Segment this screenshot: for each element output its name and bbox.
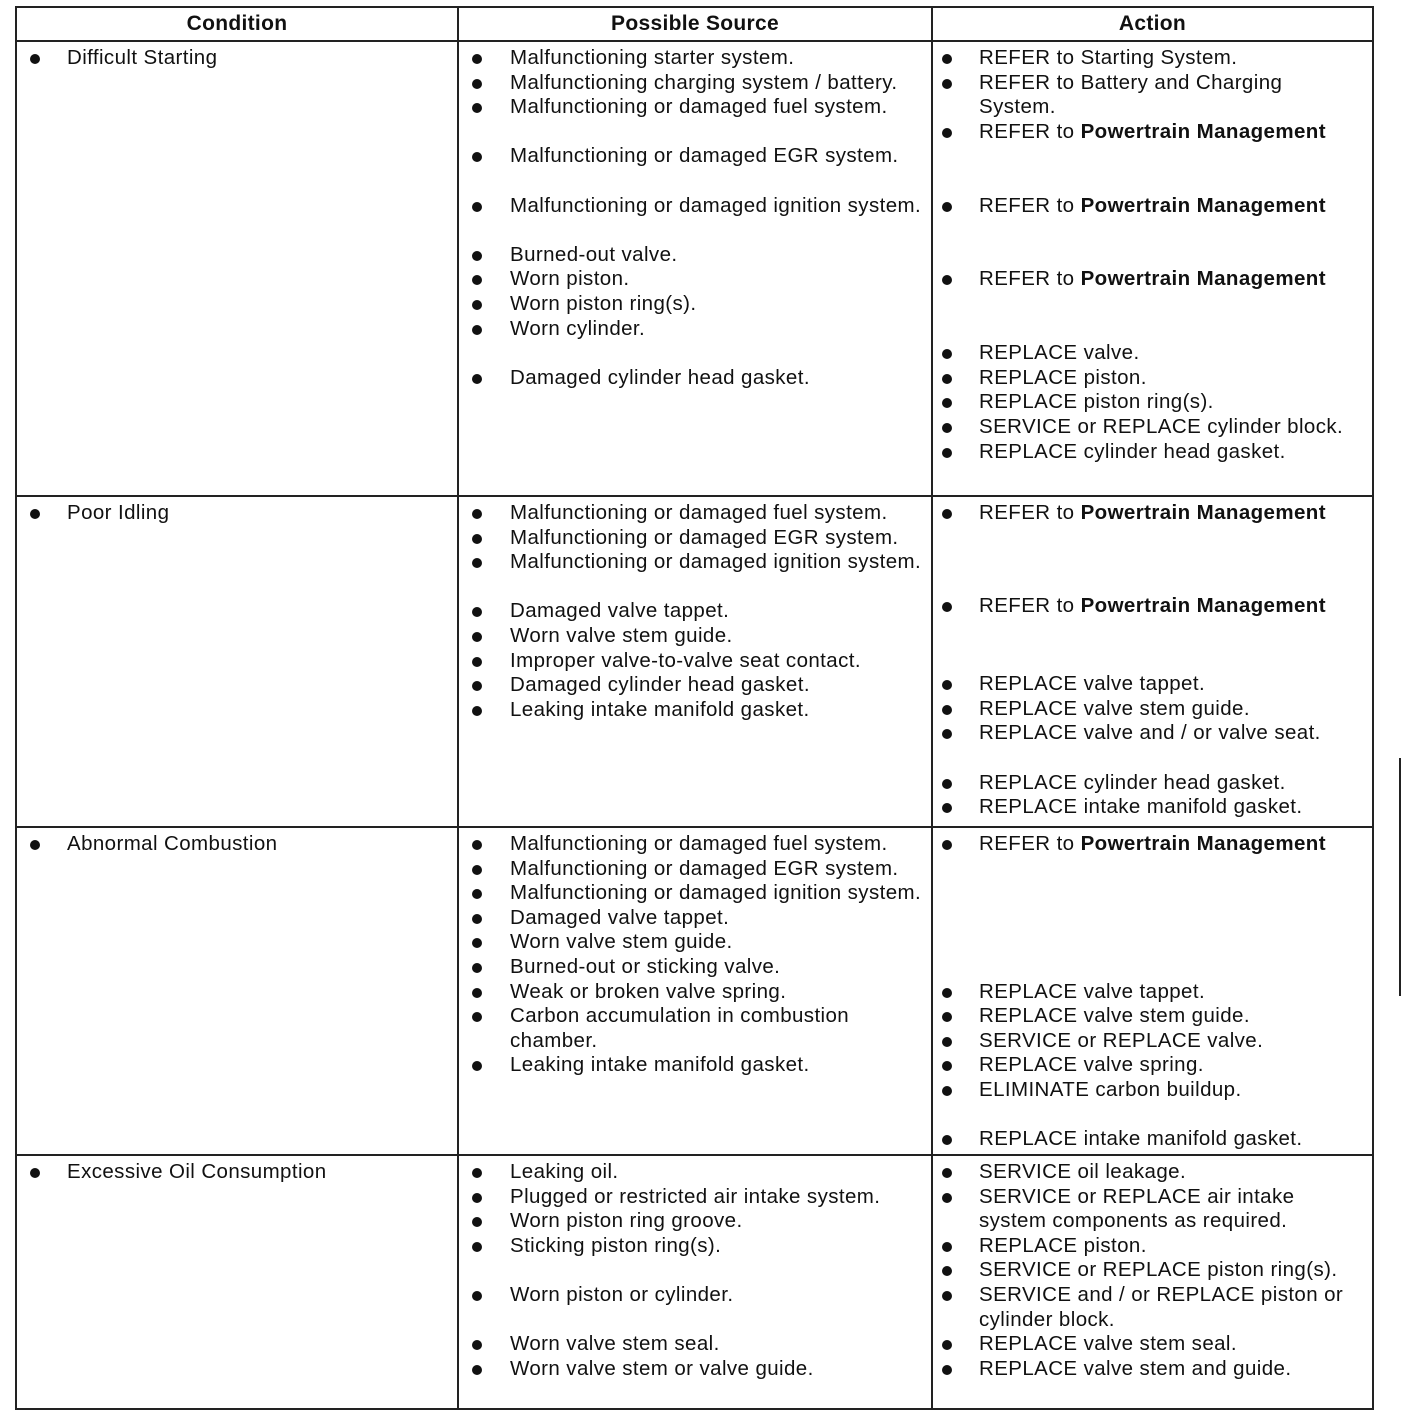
source-text: Worn piston or cylinder. (510, 1282, 734, 1306)
condition-text: Abnormal Combustion (67, 832, 278, 855)
bullet-icon (942, 1340, 952, 1350)
list-item (459, 698, 931, 723)
source-text: Worn valve stem guide. (510, 623, 733, 647)
list-item (459, 526, 931, 551)
list-item (933, 721, 1372, 746)
bullet-icon (942, 779, 952, 789)
source-text: Worn cylinder. (510, 316, 646, 340)
list-item (933, 771, 1372, 796)
list-item (459, 1053, 931, 1078)
action-text: REFER to Battery and Charging System. (979, 70, 1283, 119)
source-text: Damaged cylinder head gasket. (510, 673, 810, 697)
header-row (17, 8, 1372, 41)
source-text: Damaged valve tappet. (510, 599, 730, 623)
list-item (933, 1004, 1372, 1029)
list-item (17, 501, 457, 526)
list-item (933, 194, 1372, 219)
source-text: Weak or broken valve spring. (510, 979, 787, 1003)
source-text: Malfunctioning or damaged EGR system. (510, 525, 899, 549)
bullet-icon (942, 1135, 952, 1145)
source-text: Sticking piston ring(s). (510, 1233, 722, 1257)
list-item (17, 1160, 457, 1185)
bullet-icon (472, 840, 482, 850)
action-text: REPLACE valve stem guide. (979, 1004, 1250, 1028)
diagnosis-table (17, 8, 1372, 1408)
action-cell (932, 1155, 1372, 1408)
bullet-icon (942, 705, 952, 715)
bullet-icon (472, 607, 482, 617)
bullet-icon (472, 558, 482, 568)
bullet-icon (942, 349, 952, 359)
action-text: REFER to Starting System. (979, 46, 1238, 69)
bullet-icon (942, 128, 952, 138)
header-possible-source: Possible Source (458, 8, 932, 41)
action-text: REPLACE valve spring. (979, 1053, 1204, 1077)
header-action: Action (932, 8, 1372, 41)
table-row (17, 827, 1372, 1155)
bullet-icon (472, 963, 482, 973)
source-text: Damaged cylinder head gasket. (510, 365, 810, 389)
action-text: REPLACE piston. (979, 1233, 1147, 1257)
list-item (459, 1004, 931, 1053)
source-cell (458, 496, 932, 827)
list-item (933, 390, 1372, 415)
action-text: SERVICE oil leakage. (979, 1160, 1187, 1183)
source-cell (458, 1155, 932, 1408)
list-item (17, 832, 457, 857)
list-item (459, 1332, 931, 1357)
bullet-icon (472, 914, 482, 924)
list-item (933, 1357, 1372, 1382)
source-text: Worn valve stem guide. (510, 930, 733, 954)
bullet-icon (942, 840, 952, 850)
list-item (459, 930, 931, 955)
list-item (459, 624, 931, 649)
action-text: REPLACE valve stem and guide. (979, 1356, 1292, 1380)
list-item (459, 292, 931, 317)
list-item (459, 1234, 931, 1259)
list-item (459, 194, 931, 219)
list-item (933, 46, 1372, 71)
bullet-icon (942, 988, 952, 998)
source-text: Malfunctioning or damaged ignition system. (510, 550, 922, 574)
bullet-icon (942, 1242, 952, 1252)
bullet-icon (472, 374, 482, 384)
bullet-icon (472, 325, 482, 335)
list-item (459, 317, 931, 342)
bullet-icon (942, 275, 952, 285)
action-text: REFER to (979, 267, 1075, 291)
list-item (459, 857, 931, 882)
list-item (459, 71, 931, 96)
bullet-icon (472, 889, 482, 899)
source-text: Leaking intake manifold gasket. (510, 1053, 810, 1077)
list-item (459, 1209, 931, 1234)
list-item (933, 415, 1372, 440)
list-item (459, 980, 931, 1005)
action-text: REFER to (979, 119, 1075, 143)
bullet-icon (472, 632, 482, 642)
source-text: Burned-out valve. (510, 242, 678, 266)
bullet-icon (472, 202, 482, 212)
bullet-icon (942, 729, 952, 739)
condition-text: Difficult Starting (67, 46, 218, 69)
list-item (459, 906, 931, 931)
source-text: Malfunctioning or damaged ignition system. (510, 881, 922, 905)
bullet-icon (472, 865, 482, 875)
bullet-icon (472, 988, 482, 998)
action-cell (932, 827, 1372, 1155)
bullet-icon (942, 374, 952, 384)
list-item (459, 649, 931, 674)
source-text: Worn valve stem seal. (510, 1332, 720, 1356)
list-item (933, 1234, 1372, 1259)
list-item (933, 1258, 1372, 1283)
source-text: Worn piston ring(s). (510, 291, 697, 315)
bullet-icon (472, 681, 482, 691)
action-cell (932, 496, 1372, 827)
list-item (933, 1332, 1372, 1357)
list-item (459, 1160, 931, 1185)
bullet-icon (472, 1242, 482, 1252)
bullet-icon (942, 54, 952, 64)
bullet-icon (472, 938, 482, 948)
action-text: REPLACE valve and / or valve seat. (979, 721, 1321, 745)
action-reference: Powertrain Management (1080, 501, 1326, 524)
bullet-icon (472, 706, 482, 716)
bullet-icon (472, 275, 482, 285)
bullet-icon (472, 1168, 482, 1178)
list-item (459, 832, 931, 857)
bullet-icon (942, 398, 952, 408)
bullet-icon (942, 1365, 952, 1375)
list-item (459, 881, 931, 906)
bullet-icon (472, 103, 482, 113)
list-item (933, 1078, 1372, 1103)
action-text: SERVICE or REPLACE valve. (979, 1028, 1264, 1052)
source-text: Worn piston. (510, 267, 630, 291)
condition-cell (17, 827, 458, 1155)
list-item (459, 243, 931, 268)
source-text: Malfunctioning or damaged EGR system. (510, 144, 899, 168)
revision-bar (1399, 758, 1401, 996)
source-text: Worn piston ring groove. (510, 1209, 743, 1233)
list-item (459, 144, 931, 169)
list-item (459, 550, 931, 575)
action-reference: Powertrain Management (1080, 119, 1326, 143)
bullet-icon (472, 1193, 482, 1203)
source-text: Malfunctioning or damaged fuel system. (510, 501, 888, 524)
list-item (933, 1283, 1372, 1332)
source-text: Damaged valve tappet. (510, 905, 730, 929)
table-row (17, 41, 1372, 496)
bullet-icon (942, 1086, 952, 1096)
bullet-icon (942, 1037, 952, 1047)
action-text: SERVICE or REPLACE piston ring(s). (979, 1258, 1338, 1282)
bullet-icon (942, 1061, 952, 1071)
action-text: REPLACE cylinder head gasket. (979, 439, 1286, 463)
bullet-icon (942, 1168, 952, 1178)
action-reference: Powertrain Management (1080, 267, 1326, 291)
source-text: Malfunctioning starter system. (510, 46, 795, 69)
list-item (933, 980, 1372, 1005)
source-text: Malfunctioning or damaged ignition system. (510, 193, 922, 217)
list-item (459, 501, 931, 526)
condition-cell (17, 41, 458, 496)
source-cell (458, 827, 932, 1155)
bullet-icon (472, 1291, 482, 1301)
list-item (933, 697, 1372, 722)
action-text: REPLACE valve. (979, 341, 1140, 365)
action-text: REPLACE piston ring(s). (979, 390, 1214, 414)
action-text: REPLACE valve tappet. (979, 979, 1206, 1003)
bullet-icon (30, 840, 40, 850)
source-text: Improper valve-to-valve seat contact. (510, 648, 861, 672)
source-text: Leaking oil. (510, 1160, 619, 1183)
list-item (933, 1029, 1372, 1054)
action-text: REPLACE valve stem guide. (979, 696, 1250, 720)
source-text: Malfunctioning or damaged fuel system. (510, 95, 888, 119)
action-text: REPLACE intake manifold gasket. (979, 1127, 1303, 1151)
list-item (17, 46, 457, 71)
list-item (933, 672, 1372, 697)
bullet-icon (472, 300, 482, 310)
bullet-icon (472, 534, 482, 544)
header-condition: Condition (17, 8, 458, 41)
diagnosis-table-frame (15, 6, 1374, 1410)
list-item (933, 1185, 1372, 1234)
source-text: Malfunctioning or damaged EGR system. (510, 856, 899, 880)
source-text: Leaking intake manifold gasket. (510, 697, 810, 721)
action-text: REPLACE valve stem seal. (979, 1332, 1237, 1356)
bullet-icon (942, 79, 952, 89)
list-item (933, 501, 1372, 526)
source-text: Carbon accumulation in combustion chamber. (510, 1004, 850, 1052)
bullet-icon (942, 602, 952, 612)
list-item (459, 955, 931, 980)
bullet-icon (472, 657, 482, 667)
list-item (933, 120, 1372, 145)
bullet-icon (942, 803, 952, 813)
list-item (459, 366, 931, 391)
list-item (933, 832, 1372, 857)
list-item (459, 673, 931, 698)
list-item (933, 594, 1372, 619)
list-item (933, 366, 1372, 391)
list-item (459, 1283, 931, 1308)
action-text: ELIMINATE carbon buildup. (979, 1077, 1242, 1101)
bullet-icon (942, 423, 952, 433)
action-text: REPLACE cylinder head gasket. (979, 770, 1286, 794)
action-reference: Powertrain Management (1080, 193, 1326, 217)
action-text: REPLACE piston. (979, 365, 1147, 389)
bullet-icon (942, 1291, 952, 1301)
bullet-icon (942, 1266, 952, 1276)
action-reference: Powertrain Management (1080, 593, 1326, 617)
bullet-icon (472, 54, 482, 64)
bullet-icon (942, 1012, 952, 1022)
list-item (459, 1357, 931, 1382)
action-text: REPLACE intake manifold gasket. (979, 795, 1303, 819)
bullet-icon (472, 1365, 482, 1375)
bullet-icon (472, 251, 482, 261)
list-item (459, 267, 931, 292)
bullet-icon (942, 448, 952, 458)
bullet-icon (472, 1217, 482, 1227)
bullet-icon (472, 1340, 482, 1350)
list-item (933, 1127, 1372, 1152)
list-item (933, 71, 1372, 120)
action-text: REFER to (979, 193, 1075, 217)
bullet-icon (30, 509, 40, 519)
action-text: SERVICE and / or REPLACE piston or cylinder block. (979, 1282, 1344, 1331)
list-item (933, 1160, 1372, 1185)
bullet-icon (942, 1193, 952, 1203)
source-text: Plugged or restricted air intake system. (510, 1184, 881, 1208)
condition-cell (17, 496, 458, 827)
action-text: REFER to (979, 501, 1075, 524)
bullet-icon (472, 79, 482, 89)
source-text: Malfunctioning charging system / battery. (510, 70, 898, 94)
bullet-icon (472, 1061, 482, 1071)
list-item (459, 599, 931, 624)
bullet-icon (472, 509, 482, 519)
list-item (459, 1185, 931, 1210)
condition-cell (17, 1155, 458, 1408)
condition-text: Excessive Oil Consumption (67, 1160, 327, 1183)
list-item (459, 95, 931, 120)
bullet-icon (942, 202, 952, 212)
table-row (17, 1155, 1372, 1408)
bullet-icon (30, 54, 40, 64)
action-reference: Powertrain Management (1080, 832, 1326, 855)
bullet-icon (942, 680, 952, 690)
action-text: SERVICE or REPLACE air intake system components as required. (979, 1184, 1295, 1233)
table-row (17, 496, 1372, 827)
list-item (933, 795, 1372, 820)
list-item (933, 440, 1372, 465)
source-cell (458, 41, 932, 496)
source-text: Malfunctioning or damaged fuel system. (510, 832, 888, 855)
condition-text: Poor Idling (67, 501, 170, 524)
list-item (933, 341, 1372, 366)
action-text: REFER to (979, 593, 1075, 617)
action-text: REPLACE valve tappet. (979, 672, 1206, 696)
source-text: Worn valve stem or valve guide. (510, 1356, 814, 1380)
list-item (933, 1053, 1372, 1078)
action-text: SERVICE or REPLACE cylinder block. (979, 414, 1344, 438)
bullet-icon (472, 152, 482, 162)
action-cell (932, 41, 1372, 496)
bullet-icon (472, 1012, 482, 1022)
action-text: REFER to (979, 832, 1075, 855)
list-item (459, 46, 931, 71)
list-item (933, 267, 1372, 292)
bullet-icon (30, 1168, 40, 1178)
source-text: Burned-out or sticking valve. (510, 954, 781, 978)
bullet-icon (942, 509, 952, 519)
